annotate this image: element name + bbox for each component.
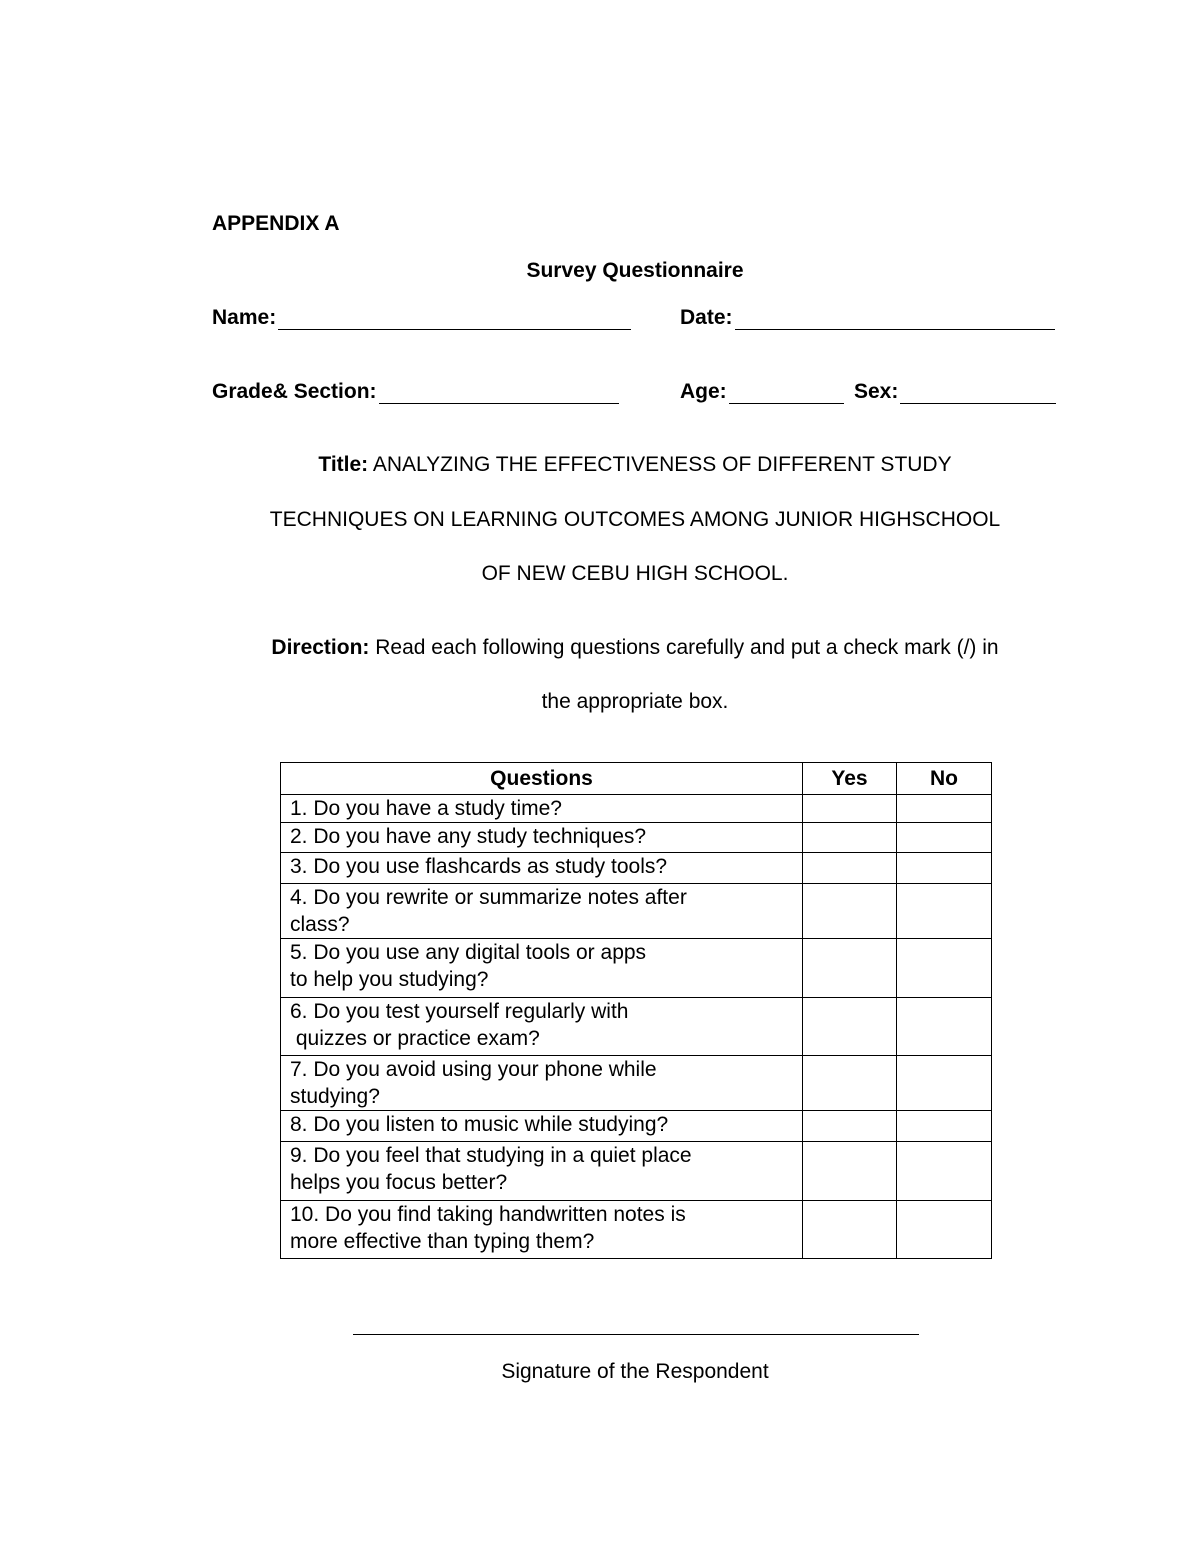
no-checkbox-cell[interactable]	[897, 1201, 992, 1259]
table-row	[281, 795, 992, 823]
age-field[interactable]	[680, 380, 844, 404]
yes-checkbox-cell[interactable]	[803, 1056, 897, 1111]
question-text-line: class?	[290, 913, 350, 936]
question-cell	[281, 998, 803, 1056]
question-text-line: 2. Do you have any study techniques?	[290, 825, 647, 848]
yes-header: Yes	[803, 763, 897, 795]
sex-blank-line[interactable]	[900, 381, 1056, 404]
no-checkbox-cell[interactable]	[897, 939, 992, 998]
sex-label: Sex:	[854, 380, 899, 403]
document-title: Survey Questionnaire	[526, 259, 744, 282]
question-text-line: to help you studying?	[290, 968, 489, 991]
no-checkbox-cell[interactable]	[897, 1142, 992, 1201]
yes-checkbox-cell[interactable]	[803, 853, 897, 884]
direction-label: Direction:	[271, 636, 370, 659]
table-row	[281, 939, 992, 998]
question-text-line: helps you focus better?	[290, 1171, 508, 1194]
table-header-row	[281, 763, 992, 795]
appendix-heading: APPENDIX A	[212, 212, 340, 235]
study-title-line-1	[200, 453, 1070, 477]
table-row	[281, 1056, 992, 1111]
question-cell	[281, 1056, 803, 1111]
no-checkbox-cell[interactable]	[897, 795, 992, 823]
signature-line[interactable]	[353, 1334, 919, 1335]
yes-checkbox-cell[interactable]	[803, 998, 897, 1056]
question-text-line: 8. Do you listen to music while studying?	[290, 1113, 669, 1136]
question-cell	[281, 884, 803, 939]
question-text-line: 10. Do you find taking handwritten notes is	[290, 1203, 686, 1226]
question-cell	[281, 939, 803, 998]
table-row	[281, 853, 992, 884]
yes-checkbox-cell[interactable]	[803, 1201, 897, 1259]
question-text-line: 1. Do you have a study time?	[290, 797, 562, 820]
question-text-line: 4. Do you rewrite or summarize notes after	[290, 886, 687, 909]
title-label: Title:	[318, 453, 369, 476]
table-row	[281, 998, 992, 1056]
question-cell	[281, 853, 803, 884]
no-checkbox-cell[interactable]	[897, 998, 992, 1056]
question-text-line: 3. Do you use flashcards as study tools?	[290, 855, 668, 878]
table-row	[281, 823, 992, 853]
age-blank-line[interactable]	[729, 381, 844, 404]
no-checkbox-cell[interactable]	[897, 853, 992, 884]
questionnaire-table	[280, 762, 992, 1259]
no-checkbox-cell[interactable]	[897, 823, 992, 853]
question-cell	[281, 1142, 803, 1201]
name-field[interactable]	[212, 306, 631, 330]
question-text-line: 6. Do you test yourself regularly with	[290, 1000, 629, 1023]
yes-checkbox-cell[interactable]	[803, 823, 897, 853]
table-row	[281, 884, 992, 939]
title-text-1: ANALYZING THE EFFECTIVENESS OF DIFFERENT STUDY	[368, 453, 952, 476]
no-checkbox-cell[interactable]	[897, 1111, 992, 1142]
name-blank-line[interactable]	[278, 307, 631, 330]
no-header: No	[897, 763, 992, 795]
question-cell	[281, 1111, 803, 1142]
signature-label: Signature of the Respondent	[501, 1360, 769, 1383]
date-label: Date:	[680, 306, 733, 329]
no-checkbox-cell[interactable]	[897, 884, 992, 939]
question-cell	[281, 795, 803, 823]
date-blank-line[interactable]	[735, 307, 1055, 330]
yes-checkbox-cell[interactable]	[803, 1142, 897, 1201]
question-text-line: 9. Do you feel that studying in a quiet place	[290, 1144, 692, 1167]
question-cell	[281, 823, 803, 853]
yes-checkbox-cell[interactable]	[803, 884, 897, 939]
questions-header: Questions	[281, 763, 803, 795]
question-text-line: more effective than typing them?	[290, 1230, 595, 1253]
date-field[interactable]	[680, 306, 1055, 330]
no-checkbox-cell[interactable]	[897, 1056, 992, 1111]
question-text-line: studying?	[290, 1085, 380, 1108]
question-cell	[281, 1201, 803, 1259]
table-row	[281, 1111, 992, 1142]
grade-section-field[interactable]	[212, 380, 619, 404]
yes-checkbox-cell[interactable]	[803, 939, 897, 998]
direction-line-1	[200, 636, 1070, 660]
grade-section-label: Grade& Section:	[212, 380, 377, 403]
question-text-line: quizzes or practice exam?	[290, 1027, 540, 1050]
question-text-line: 5. Do you use any digital tools or apps	[290, 941, 647, 964]
direction-line-2: the appropriate box.	[541, 690, 729, 713]
study-title-line-3: OF NEW CEBU HIGH SCHOOL.	[481, 562, 789, 585]
table-row	[281, 1201, 992, 1259]
yes-checkbox-cell[interactable]	[803, 795, 897, 823]
grade-section-blank-line[interactable]	[379, 381, 619, 404]
name-label: Name:	[212, 306, 277, 329]
yes-checkbox-cell[interactable]	[803, 1111, 897, 1142]
direction-text-1: Read each following questions carefully and put a check mark (/) in	[369, 636, 999, 659]
table-row	[281, 1142, 992, 1201]
question-text-line: 7. Do you avoid using your phone while	[290, 1058, 657, 1081]
study-title-line-2: TECHNIQUES ON LEARNING OUTCOMES AMONG JUNIOR HIGHSCHOOL	[269, 508, 1001, 531]
age-label: Age:	[680, 380, 727, 403]
sex-field[interactable]	[854, 380, 1056, 404]
